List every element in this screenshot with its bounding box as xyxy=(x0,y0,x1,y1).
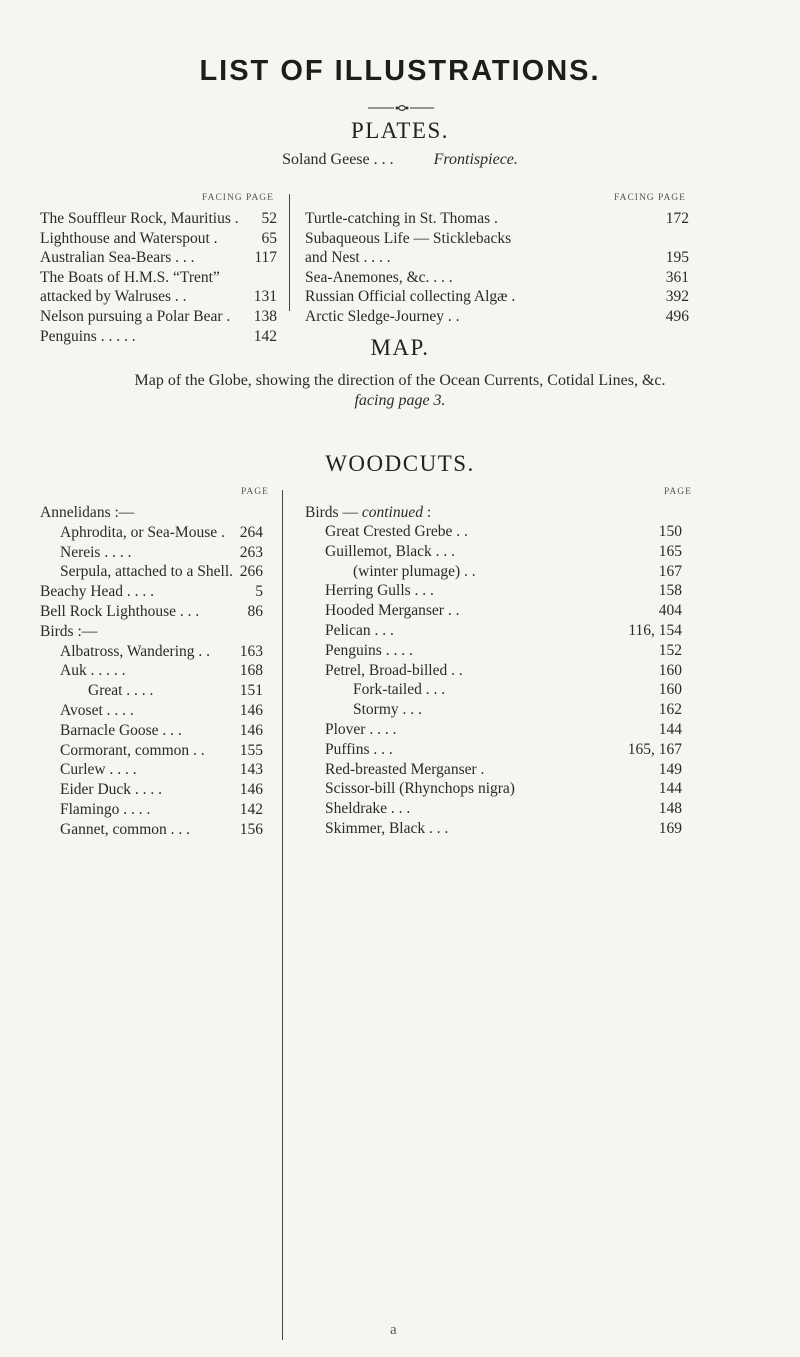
list-item-page: 168 xyxy=(239,662,263,680)
list-item-page: 149 xyxy=(658,760,682,778)
list-item-label: The Boats of H.M.S. “Trent” xyxy=(40,268,220,286)
list-item-page: 148 xyxy=(658,800,682,818)
list-item-page: 167 xyxy=(658,562,682,580)
frontispiece-line xyxy=(0,151,800,169)
list-item-page: 146 xyxy=(239,702,263,719)
list-item-page: 392 xyxy=(665,288,689,306)
list-item-label: Annelidans :— xyxy=(40,504,135,521)
list-item-page: 263 xyxy=(239,543,263,561)
list-item-page: 142 xyxy=(239,801,263,818)
list-item-label: Stormy . . . xyxy=(353,701,422,719)
list-item-label: Skimmer, Black . . . xyxy=(325,820,449,837)
list-item-label: Sheldrake . . . xyxy=(325,800,411,818)
list-item-page: 361 xyxy=(665,268,689,286)
plates-left-col-header: FACING PAGE xyxy=(202,193,274,203)
list-item-page: 116, 154 xyxy=(628,622,682,639)
woodcuts-heading: WOODCUTS. xyxy=(325,451,475,476)
list-item-label: Guillemot, Black . . . xyxy=(325,542,456,560)
list-item-page: 155 xyxy=(239,741,263,759)
list-item-label: Great . . . . xyxy=(88,682,154,700)
frontispiece-value: Frontispiece. xyxy=(433,151,518,168)
list-item-label: Penguins . . . . . xyxy=(40,327,136,345)
list-item-label: Albatross, Wandering . . xyxy=(60,642,210,660)
list-item-label: Great Crested Grebe . . xyxy=(325,523,468,540)
list-item-label: Russian Official collecting Algæ . xyxy=(305,288,516,306)
list-item-label: Birds :— xyxy=(40,622,98,640)
list-item-page: 144 xyxy=(658,780,682,798)
map-description: Map of the Globe, showing the direction of the Ocean Currents, Cotidal Lines, &c. xyxy=(134,372,666,389)
list-item-page: 152 xyxy=(658,641,682,659)
list-item-label: Auk . . . . . xyxy=(60,662,126,680)
page-folio: a xyxy=(390,1322,397,1338)
woodcuts-left-col-header: PAGE xyxy=(241,487,269,497)
ornament-divider xyxy=(368,104,434,112)
list-item-label: Sea-Anemones, &c. . . . xyxy=(305,268,453,286)
list-item-page: 146 xyxy=(239,781,263,799)
list-item-label: Beachy Head . . . . xyxy=(40,583,155,601)
list-item-page: 86 xyxy=(247,603,263,620)
list-item-label: and Nest . . . . xyxy=(305,249,391,267)
list-item-label: Eider Duck . . . . xyxy=(60,781,163,799)
list-item-page: 146 xyxy=(239,721,263,739)
list-item-label: Turtle-catching in St. Thomas . xyxy=(305,210,498,227)
list-item-page: 158 xyxy=(658,582,682,600)
list-item-label: Puffins . . . xyxy=(325,740,393,758)
list-item-page: 404 xyxy=(658,602,682,620)
list-item-label: Arctic Sledge-Journey . . xyxy=(305,308,460,325)
list-item-page: 165 xyxy=(658,542,682,560)
list-item-label: Barnacle Goose . . . xyxy=(60,721,182,739)
list-item-label: Red-breasted Merganser . xyxy=(325,760,485,778)
list-item-label: Petrel, Broad-billed . . xyxy=(325,661,463,679)
list-item-page: 65 xyxy=(261,229,277,247)
woodcuts-right-title: Birds — continued : xyxy=(305,504,432,521)
list-item-label: Cormorant, common . . xyxy=(60,741,205,759)
list-item-page: 162 xyxy=(658,701,682,719)
list-item-label: Fork-tailed . . . xyxy=(353,681,446,699)
frontispiece-label: Soland Geese . . . xyxy=(282,151,394,168)
list-item-page: 496 xyxy=(665,308,689,325)
list-item-page: 131 xyxy=(253,288,277,306)
list-item-page: 142 xyxy=(253,327,277,345)
list-item-page: 169 xyxy=(658,820,682,837)
list-item-page: 160 xyxy=(658,681,682,699)
plates-right-col-header: FACING PAGE xyxy=(614,193,686,203)
list-item-page: 172 xyxy=(665,210,689,227)
list-item-label: Bell Rock Lighthouse . . . xyxy=(40,603,200,620)
woodcuts-right-col-header: PAGE xyxy=(664,487,692,497)
plates-heading: PLATES. xyxy=(350,118,450,143)
list-item-page: 266 xyxy=(239,563,263,581)
list-item-page: 150 xyxy=(658,523,682,540)
map-heading: MAP. xyxy=(370,335,430,360)
list-item-page: 138 xyxy=(253,308,277,325)
list-item-page: 160 xyxy=(658,661,682,679)
list-item-label: Pelican . . . xyxy=(325,622,394,639)
list-item-label: Plover . . . . xyxy=(325,721,397,738)
list-item-page: 143 xyxy=(239,761,263,779)
page-title: LIST OF ILLUSTRATIONS. xyxy=(199,55,601,87)
list-item-page: 117 xyxy=(254,249,277,267)
list-item-label: (winter plumage) . . xyxy=(353,562,476,580)
list-item-label: Scissor-bill (Rhynchops nigra) xyxy=(325,780,515,798)
list-item-page: 165, 167 xyxy=(627,740,682,758)
list-item-label: Nelson pursuing a Polar Bear . xyxy=(40,308,231,325)
list-item-label: The Souffleur Rock, Mauritius . xyxy=(40,210,239,227)
plates-column-divider xyxy=(289,194,290,311)
list-item-label: Serpula, attached to a Shell. xyxy=(60,563,234,581)
list-item-page: 163 xyxy=(239,642,263,660)
list-item-label: Gannet, common . . . xyxy=(60,820,191,838)
list-item-label: Aphrodita, or Sea-Mouse . xyxy=(60,523,225,541)
list-item-page: 144 xyxy=(658,721,682,738)
list-item-label: Curlew . . . . xyxy=(60,761,137,779)
list-item-label: Subaqueous Life — Sticklebacks xyxy=(305,229,512,247)
list-item-page: 156 xyxy=(239,820,263,838)
list-item-page: 195 xyxy=(665,249,689,267)
list-item-label: Penguins . . . . xyxy=(325,641,413,659)
list-item-page: 151 xyxy=(239,682,263,700)
list-item-page: 52 xyxy=(261,210,277,227)
list-item-label: Avoset . . . . xyxy=(60,702,134,719)
list-item-label: Herring Gulls . . . xyxy=(325,582,434,600)
list-item-page: 5 xyxy=(255,583,263,601)
list-item-label: attacked by Walruses . . xyxy=(40,288,187,306)
list-item-label: Nereis . . . . xyxy=(60,543,132,561)
list-item-label: Australian Sea-Bears . . . xyxy=(40,249,195,267)
woodcuts-column-divider xyxy=(282,490,283,1340)
map-facing-page: facing page 3. xyxy=(354,392,446,409)
list-item-label: Hooded Merganser . . xyxy=(325,602,460,620)
list-item-label: Flamingo . . . . xyxy=(60,801,151,818)
list-item-label: Lighthouse and Waterspout . xyxy=(40,229,218,247)
list-item-page: 264 xyxy=(239,523,263,541)
